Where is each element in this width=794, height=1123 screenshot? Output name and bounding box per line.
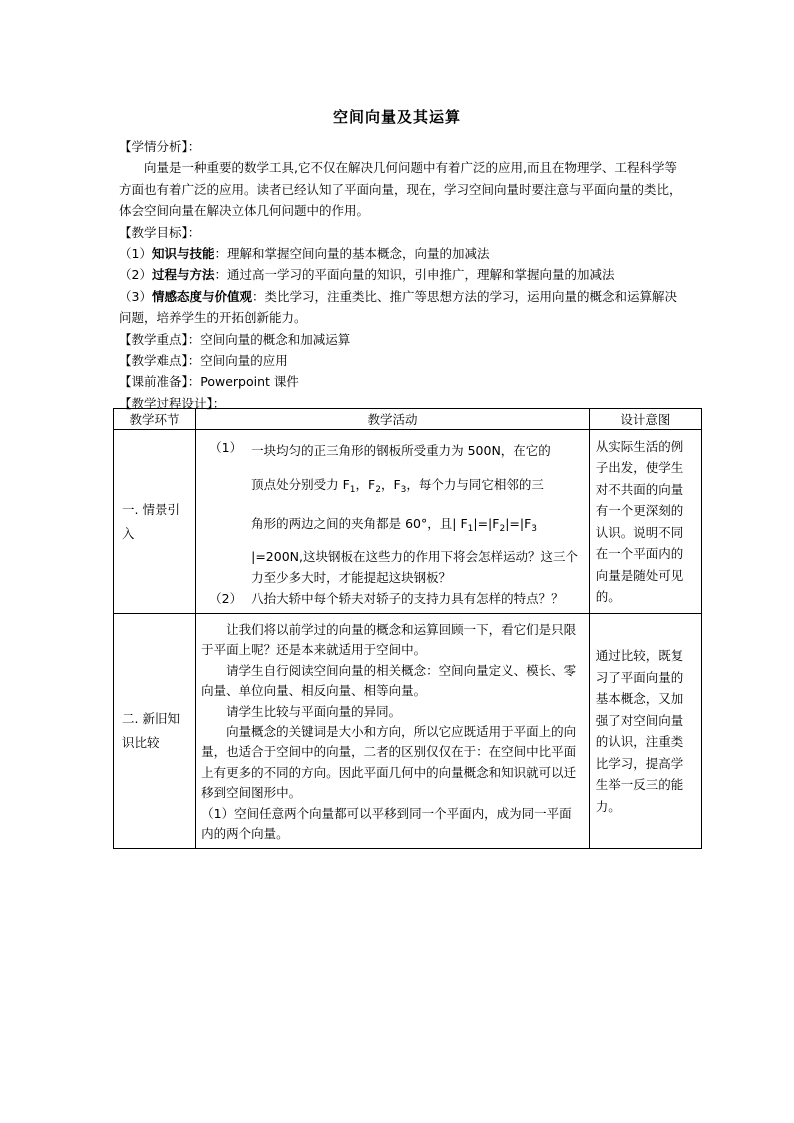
q1-b-sub-3: 3 [400, 485, 407, 495]
key-point [119, 329, 684, 350]
key-heading: 【教学重点】： [119, 331, 201, 347]
activity-paragraph: 让我们将以前学过的向量的概念和运算回顾一下，看它们是只限于平面上呢？还是本来就适用于空间中。 [201, 622, 577, 658]
learner-text: 向量是一种重要的数学工具,它不仅在解决几何问题中有着广泛的应用,而且在物理学、工程科学等方面也有着广泛的应用。读者已经认知了平面向量，现在，学习空间向量时要注意与平面向量的类比，体会空间向量在解决立体几何问题中的作用。 [119, 160, 682, 219]
goal-1-label: 知识与技能 [151, 246, 215, 262]
question-1-line-c [251, 507, 583, 546]
intro-section [119, 136, 684, 414]
q1-b-text-2: ，F [355, 477, 376, 492]
q1-b-text-1: 顶点处分别受力 F [251, 477, 350, 492]
activity-paragraph: 请学生自行阅读空间向量的相关概念：空间向量定义、模长、零向量、单位向量、相反向量、相等向量。 [201, 662, 577, 699]
prep-text: Powerpoint 课件 [200, 374, 299, 390]
difficulty [119, 350, 684, 371]
question-2-num: （2） [209, 591, 243, 606]
activity-cell [196, 430, 590, 614]
q1-b-text-4: ，每个力与同它相邻的三 [406, 477, 544, 492]
question-1-num: （1） [209, 440, 243, 455]
question-2-text: 八抬大轿中每个轿夫对轿子的支持力具有怎样的特点？？ [251, 591, 564, 606]
learner-heading: 【学情分析】： [119, 139, 201, 154]
preparation [119, 371, 684, 392]
goal-2 [119, 264, 684, 285]
goal-1-num: （1） [119, 246, 152, 262]
header-intent: 设计意图 [589, 409, 701, 430]
question-2 [196, 588, 589, 613]
goal-2-text: ：通过高一学习的平面向量的知识，引申推广，理解和掌握向量的加减法 [214, 267, 615, 283]
goal-3-text: ：类比学习，注重类比、推广等思想方法的学习，运用向量的概念和运算解决问题，培养学生的开拓创新能力。 [119, 288, 677, 326]
q1-b-text-3: ，F [380, 477, 401, 492]
question-1-line-d: |=200N,这块钢板在这些力的作用下将会怎样运动？这三个力至少多大时，才能提起这块钢板？ [251, 549, 578, 585]
goal-3-num: （3） [119, 288, 152, 304]
lesson-table [113, 408, 702, 849]
key-text: 空间向量的概念和加减运算 [200, 331, 351, 347]
activity-paragraph: 请学生比较与平面向量的异同。 [226, 703, 402, 719]
goal-3-label: 情感态度与价值观 [151, 288, 252, 304]
q1-c-text-3: |=|F [505, 516, 532, 531]
goal-2-label: 过程与方法 [151, 267, 215, 283]
q1-c-sub-2: 2 [499, 524, 506, 534]
process-heading: 【教学过程设计】： [119, 395, 226, 411]
activity-paragraph: （1）空间任意两个向量都可以平移到同一个平面内，成为同一平面内的两个向量。 [201, 805, 572, 842]
activity-paragraph: 向量概念的关键词是大小和方向，所以它应既适用于平面上的向量，也适合于空间中的向量，二者的区别仅仅在于：在空间中比平面上有更多的不同的方向。因此平面几何中的向量概念和知识就可以迁移到空间图形中。 [201, 724, 577, 801]
activity-cell [196, 614, 590, 849]
goals-heading: 【教学目标】： [119, 224, 201, 240]
goal-1 [119, 243, 684, 264]
header-stage: 教学环节 [114, 409, 196, 430]
question-1-line-b [251, 468, 583, 507]
table-row [114, 430, 702, 614]
diff-heading: 【教学难点】： [119, 353, 201, 369]
stage-cell: 二. 新旧知识比较 [114, 614, 196, 849]
q1-c-sub-3: 3 [531, 524, 538, 534]
intent-cell: 通过比较，既复习了平面向量的基本概念，又加强了对空间向量的认识，注重类比学习，提高学生举一反三的能力。 [589, 614, 701, 849]
page-title: 空间向量及其运算 [332, 108, 461, 126]
question-1-line-a: 一块均匀的正三角形的钢板所受重力为 500N，在它的 [251, 443, 551, 458]
goal-3 [119, 286, 684, 329]
diff-text: 空间向量的应用 [200, 353, 288, 369]
stage-cell: 一. 情景引入 [114, 430, 196, 614]
prep-heading: 【课前准备】： [119, 374, 201, 390]
table-row [114, 614, 702, 849]
table-header-row [114, 409, 702, 430]
q1-c-sub-1: 1 [467, 524, 474, 534]
header-activity: 教学活动 [196, 409, 590, 430]
goal-2-num: （2） [119, 267, 152, 283]
intent-cell: 从实际生活的例子出发，使学生对不共面的向量有一个更深刻的认识。说明不同在一个平面内的向量是随处可见的。 [589, 430, 701, 614]
q1-c-text-2: |=|F [473, 516, 500, 531]
question-1 [196, 430, 589, 588]
q1-c-text-1: 角形的两边之间的夹角都是 60°，且| F [251, 516, 468, 531]
q1-b-sub-1: 1 [349, 485, 356, 495]
q1-b-sub-2: 2 [375, 485, 381, 495]
goal-1-text: ：理解和掌握空间向量的基本概念，向量的加减法 [214, 246, 490, 262]
